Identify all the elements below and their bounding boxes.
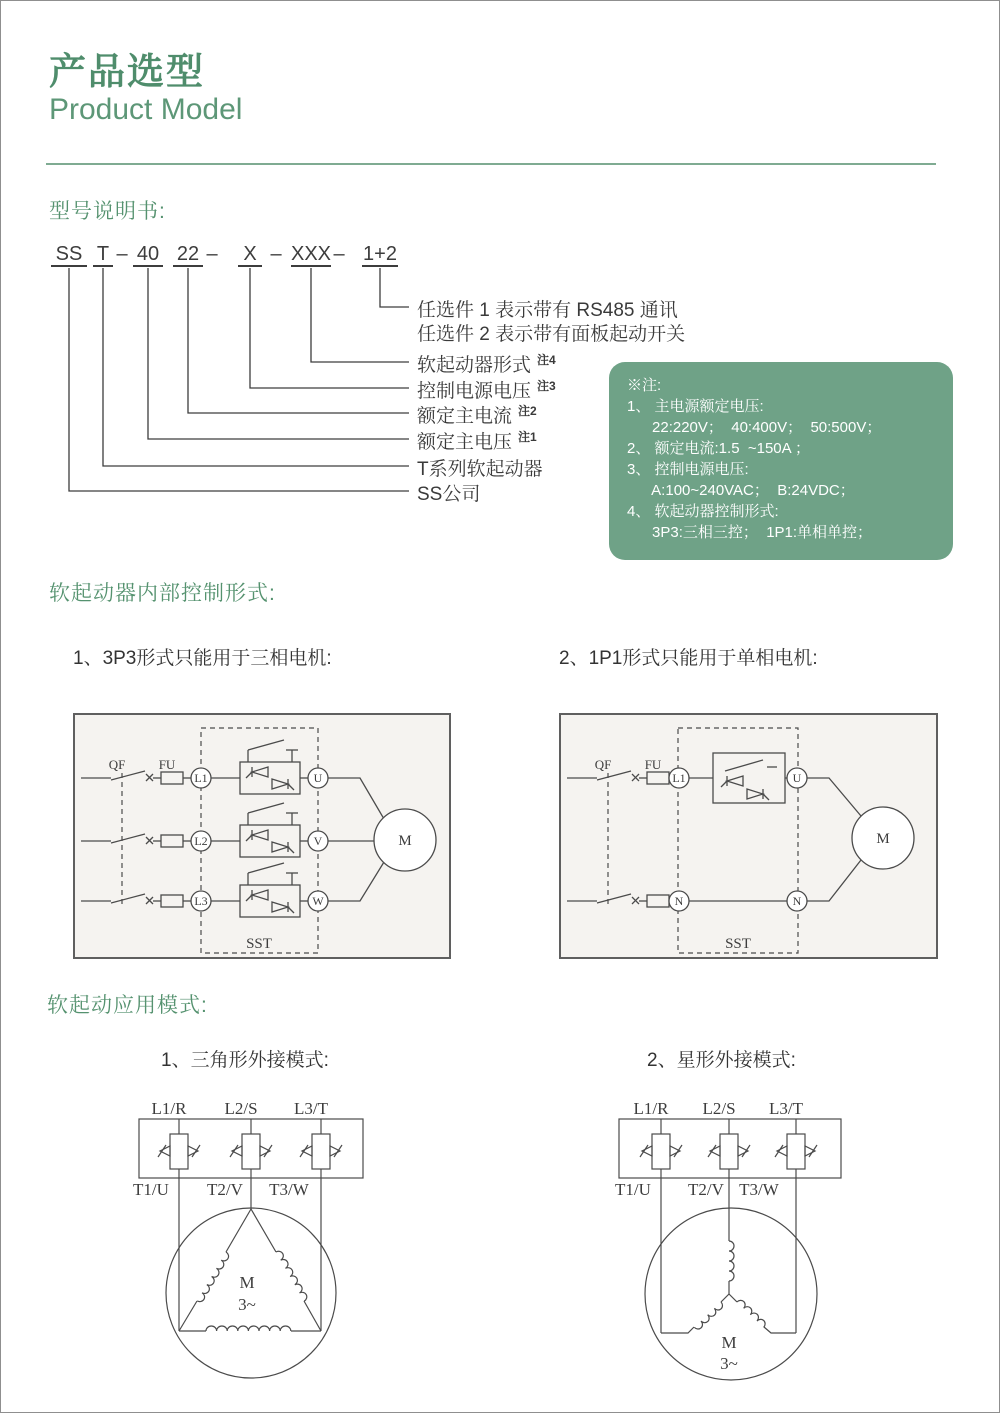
phase-lines [567,753,861,907]
callout-label: 控制电源电压 [417,381,532,402]
note-line: 1、 主电源额定电压: [627,398,764,415]
motor-phases-label: 3~ [720,1354,738,1373]
callout-note-ref: 注2 [518,403,537,418]
motor-phases-label: 3~ [238,1295,256,1314]
fuse-label: FU [644,757,662,772]
line-terminal-label: L1/R [633,1099,669,1118]
model-token-dash: – [333,243,345,265]
note-line: 2、 额定电流:1.5 ~150A ； [627,440,810,457]
callout-option1 [417,295,678,319]
page-subtitle: Product Model [49,93,243,126]
callout-label: 任选件 1 表示带有 RS485 通讯 [417,300,678,321]
model-token: XXX [290,243,332,265]
note-line: ※注: [627,377,662,394]
load-terminal-label: T1/U [133,1180,169,1199]
callout-note-ref: 注3 [537,378,556,393]
line-terminal-label: L3/T [294,1099,328,1118]
page-title: 产品选型 [49,51,205,92]
callout-starter-form [417,350,556,374]
load-terminal-label: T3/W [269,1180,309,1199]
callout-note-ref: 注4 [537,352,556,367]
callout-series [417,454,543,478]
delta-wiring-lines [139,1119,363,1378]
wiring-diagram-delta [101,1086,401,1386]
input-terminal-label: L3 [194,894,208,908]
control-item-1p1-label: 2、1P1形式只能用于单相电机: [559,648,818,669]
model-token: X [243,243,257,265]
callout-rated-voltage [417,427,537,451]
note-line: 22:220V； 40:400V； 50:500V； [627,419,882,436]
application-section-heading: 软起动应用模式: [47,994,208,1017]
callout-rated-current [417,401,537,425]
note-line: 3P3:三相三控； 1P1:单相单控； [627,524,873,541]
output-terminal-label: U [313,771,323,785]
input-terminal-label: L2 [194,834,208,848]
header-divider [46,163,936,165]
line-terminal-label: L1/R [151,1099,187,1118]
output-terminal-label: N [792,894,802,908]
load-terminal-label: T3/W [739,1180,779,1199]
motor-label: M [876,831,890,847]
motor-label: M [398,833,412,849]
callout-label: 任选件 2 表示带有面板起动开关 [417,324,686,345]
load-terminal-label: T2/V [207,1180,243,1199]
callout-option2 [417,319,685,343]
motor-circle [166,1208,336,1378]
callout-control-voltage [417,376,556,400]
motor-label: M [721,1333,737,1352]
callout-label: SS公司 [417,484,481,505]
notes-panel [609,362,953,560]
note-line: A:100~240VAC； B:24VDC； [627,482,855,499]
callout-label: T系列软起动器 [417,459,543,480]
model-token: 1+2 [363,243,397,265]
output-terminal-label: W [312,894,324,908]
line-terminal-label: L2/S [224,1099,258,1118]
phase-lines [81,740,384,917]
model-token: SS [55,243,83,265]
load-terminal-label: T2/V [688,1180,724,1199]
line-terminal-label: L3/T [769,1099,803,1118]
input-terminal-label: L1 [672,771,686,785]
callout-note-ref: 注1 [518,429,537,444]
input-terminal-label: N [674,894,684,908]
circuit-diagram-3p3 [73,713,451,959]
sst-dashed-boundary [678,728,798,953]
wiring-diagram-star [591,1086,891,1386]
fuse-label: FU [158,757,176,772]
sst-box-label: SST [246,936,272,952]
model-token-dash: – [206,243,218,265]
circuit-diagram-1p1 [559,713,938,959]
line-terminal-label: L2/S [702,1099,736,1118]
model-token: 40 [136,243,160,265]
callout-company [417,479,480,503]
callout-label: 额定主电流 [417,406,513,427]
note-line: 4、 软起动器控制形式: [627,503,779,520]
load-terminal-label: T1/U [615,1180,651,1199]
model-token: T [96,243,110,265]
application-item-star-label: 2、星形外接模式: [647,1050,796,1071]
control-item-3p3-label: 1、3P3形式只能用于三相电机: [73,648,332,669]
callout-label: 额定主电压 [417,432,513,453]
output-terminal-label: U [792,771,802,785]
model-token-dash: – [270,243,282,265]
callout-label: 软起动器形式 [417,355,532,376]
breaker-label: QF [108,757,126,772]
breaker-label: QF [594,757,612,772]
motor-label: M [239,1273,255,1292]
application-item-delta-label: 1、三角形外接模式: [161,1050,329,1071]
note-line: 3、 控制电源电压: [627,461,749,478]
model-token-dash: – [116,243,128,265]
model-section-heading: 型号说明书: [49,200,166,223]
output-terminal-label: V [313,834,323,848]
control-section-heading: 软起动器内部控制形式: [49,582,276,605]
sst-box-label: SST [725,936,751,952]
input-terminal-label: L1 [194,771,208,785]
model-token: 22 [176,243,200,265]
model-connector-lines [69,268,409,491]
